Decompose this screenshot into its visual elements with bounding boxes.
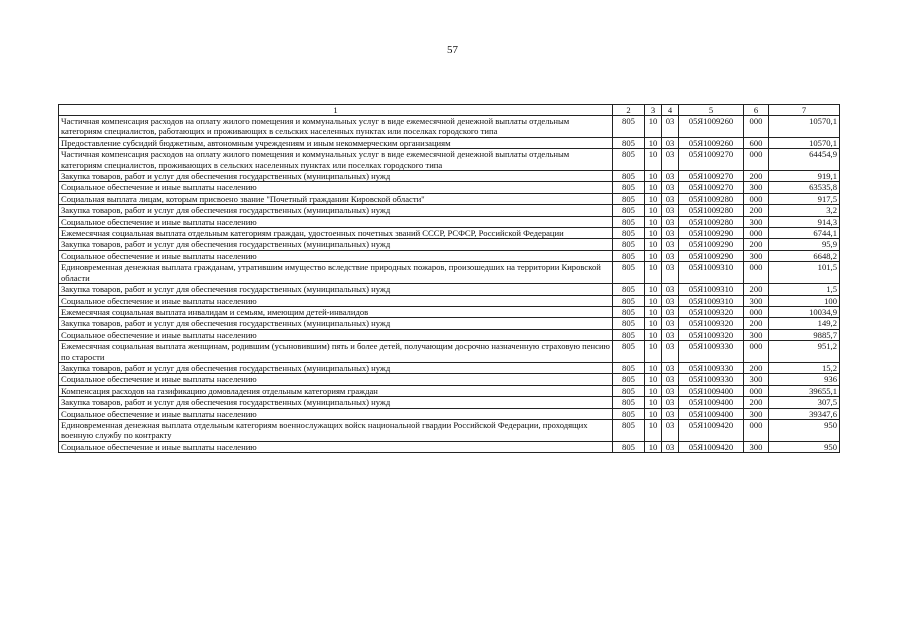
expense-name-cell: Закупка товаров, работ и услуг для обеспечения государственных (муниципальных) нужд <box>59 171 613 182</box>
section-code-cell: 10 <box>645 362 662 373</box>
column-header: 2 <box>613 105 645 116</box>
section-code-cell: 10 <box>645 341 662 363</box>
table-row <box>59 419 840 441</box>
column-header: 1 <box>59 105 613 116</box>
table-row <box>59 228 840 239</box>
subsection-code-cell: 03 <box>662 149 679 171</box>
subsection-code-cell: 03 <box>662 329 679 340</box>
expense-type-cell: 000 <box>744 419 769 441</box>
subsection-code-cell: 03 <box>662 193 679 204</box>
amount-cell: 101,5 <box>769 262 840 284</box>
section-code-cell: 10 <box>645 329 662 340</box>
table-row <box>59 329 840 340</box>
expense-name-cell: Ежемесячная социальная выплата женщинам, родившим (усыновившим) пять и более детей, получающим досрочно назначенную страховую пенсию по старости <box>59 341 613 363</box>
target-article-cell: 05Я1009310 <box>679 295 744 306</box>
expense-name-cell: Частичная компенсация расходов на оплату жилого помещения и коммунальных услуг в виде ежемесячной денежной выплаты отдельным категориям специалистов, работающих и проживающих в сельских населенных пунктах или поселках городского типа <box>59 116 613 138</box>
amount-cell: 10034,9 <box>769 306 840 317</box>
amount-cell: 100 <box>769 295 840 306</box>
amount-cell: 95,9 <box>769 239 840 250</box>
subsection-code-cell: 03 <box>662 216 679 227</box>
target-article-cell: 05Я1009270 <box>679 182 744 193</box>
expense-name-cell: Закупка товаров, работ и услуг для обеспечения государственных (муниципальных) нужд <box>59 362 613 373</box>
target-article-cell: 05Я1009270 <box>679 149 744 171</box>
expense-type-cell: 300 <box>744 295 769 306</box>
table-row <box>59 116 840 138</box>
expense-name-cell: Закупка товаров, работ и услуг для обеспечения государственных (муниципальных) нужд <box>59 318 613 329</box>
table-row <box>59 318 840 329</box>
column-header: 6 <box>744 105 769 116</box>
section-code-cell: 10 <box>645 397 662 408</box>
table-row <box>59 362 840 373</box>
target-article-cell: 05Я1009290 <box>679 228 744 239</box>
subsection-code-cell: 03 <box>662 284 679 295</box>
subsection-code-cell: 03 <box>662 116 679 138</box>
expense-type-cell: 000 <box>744 341 769 363</box>
section-code-cell: 10 <box>645 250 662 261</box>
department-code-cell: 805 <box>613 284 645 295</box>
amount-cell: 950 <box>769 441 840 452</box>
target-article-cell: 05Я1009420 <box>679 441 744 452</box>
amount-cell: 39655,1 <box>769 385 840 396</box>
table-row <box>59 408 840 419</box>
section-code-cell: 10 <box>645 228 662 239</box>
column-header: 7 <box>769 105 840 116</box>
department-code-cell: 805 <box>613 228 645 239</box>
expense-type-cell: 200 <box>744 362 769 373</box>
expense-type-cell: 300 <box>744 250 769 261</box>
target-article-cell: 05Я1009280 <box>679 205 744 216</box>
expense-type-cell: 300 <box>744 182 769 193</box>
amount-cell: 914,3 <box>769 216 840 227</box>
expense-name-cell: Закупка товаров, работ и услуг для обеспечения государственных (муниципальных) нужд <box>59 239 613 250</box>
target-article-cell: 05Я1009260 <box>679 137 744 148</box>
department-code-cell: 805 <box>613 182 645 193</box>
section-code-cell: 10 <box>645 137 662 148</box>
department-code-cell: 805 <box>613 397 645 408</box>
expense-name-cell: Социальное обеспечение и иные выплаты населению <box>59 182 613 193</box>
subsection-code-cell: 03 <box>662 318 679 329</box>
expense-type-cell: 200 <box>744 239 769 250</box>
expense-type-cell: 000 <box>744 262 769 284</box>
header-row <box>59 105 840 116</box>
subsection-code-cell: 03 <box>662 306 679 317</box>
amount-cell: 63535,8 <box>769 182 840 193</box>
expense-name-cell: Социальное обеспечение и иные выплаты населению <box>59 295 613 306</box>
department-code-cell: 805 <box>613 408 645 419</box>
section-code-cell: 10 <box>645 295 662 306</box>
section-code-cell: 10 <box>645 374 662 385</box>
department-code-cell: 805 <box>613 362 645 373</box>
table-row <box>59 137 840 148</box>
subsection-code-cell: 03 <box>662 171 679 182</box>
target-article-cell: 05Я1009420 <box>679 419 744 441</box>
expense-name-cell: Единовременная денежная выплата гражданам, утратившим имущество вследствие природных пожаров, произошедших на территории Кировской области <box>59 262 613 284</box>
subsection-code-cell: 03 <box>662 262 679 284</box>
target-article-cell: 05Я1009330 <box>679 362 744 373</box>
subsection-code-cell: 03 <box>662 374 679 385</box>
budget-table <box>58 104 840 453</box>
section-code-cell: 10 <box>645 182 662 193</box>
expense-name-cell: Компенсация расходов на газификацию домовладения отдельным категориям граждан <box>59 385 613 396</box>
amount-cell: 6744,1 <box>769 228 840 239</box>
expense-name-cell: Социальная выплата лицам, которым присвоено звание "Почетный гражданин Кировской области" <box>59 193 613 204</box>
expense-type-cell: 300 <box>744 216 769 227</box>
expense-type-cell: 000 <box>744 306 769 317</box>
department-code-cell: 805 <box>613 262 645 284</box>
amount-cell: 10570,1 <box>769 116 840 138</box>
section-code-cell: 10 <box>645 262 662 284</box>
subsection-code-cell: 03 <box>662 441 679 452</box>
section-code-cell: 10 <box>645 171 662 182</box>
table-row <box>59 306 840 317</box>
department-code-cell: 805 <box>613 171 645 182</box>
target-article-cell: 05Я1009330 <box>679 374 744 385</box>
table-row <box>59 284 840 295</box>
amount-cell: 936 <box>769 374 840 385</box>
target-article-cell: 05Я1009320 <box>679 329 744 340</box>
department-code-cell: 805 <box>613 306 645 317</box>
expense-name-cell: Социальное обеспечение и иные выплаты населению <box>59 329 613 340</box>
target-article-cell: 05Я1009280 <box>679 193 744 204</box>
target-article-cell: 05Я1009330 <box>679 341 744 363</box>
amount-cell: 39347,6 <box>769 408 840 419</box>
table-row <box>59 193 840 204</box>
amount-cell: 951,2 <box>769 341 840 363</box>
target-article-cell: 05Я1009400 <box>679 397 744 408</box>
department-code-cell: 805 <box>613 385 645 396</box>
expense-type-cell: 200 <box>744 397 769 408</box>
amount-cell: 919,1 <box>769 171 840 182</box>
subsection-code-cell: 03 <box>662 362 679 373</box>
table-row <box>59 397 840 408</box>
expense-type-cell: 000 <box>744 149 769 171</box>
department-code-cell: 805 <box>613 295 645 306</box>
table-row <box>59 171 840 182</box>
expense-type-cell: 000 <box>744 385 769 396</box>
subsection-code-cell: 03 <box>662 239 679 250</box>
subsection-code-cell: 03 <box>662 385 679 396</box>
table-row <box>59 250 840 261</box>
expense-type-cell: 300 <box>744 329 769 340</box>
target-article-cell: 05Я1009320 <box>679 318 744 329</box>
target-article-cell: 05Я1009400 <box>679 408 744 419</box>
section-code-cell: 10 <box>645 318 662 329</box>
department-code-cell: 805 <box>613 116 645 138</box>
table-row <box>59 374 840 385</box>
target-article-cell: 05Я1009400 <box>679 385 744 396</box>
expense-type-cell: 200 <box>744 284 769 295</box>
amount-cell: 9885,7 <box>769 329 840 340</box>
subsection-code-cell: 03 <box>662 341 679 363</box>
department-code-cell: 805 <box>613 137 645 148</box>
subsection-code-cell: 03 <box>662 182 679 193</box>
target-article-cell: 05Я1009290 <box>679 250 744 261</box>
section-code-cell: 10 <box>645 408 662 419</box>
table-row <box>59 239 840 250</box>
column-header: 4 <box>662 105 679 116</box>
department-code-cell: 805 <box>613 374 645 385</box>
amount-cell: 3,2 <box>769 205 840 216</box>
amount-cell: 917,5 <box>769 193 840 204</box>
expense-name-cell: Закупка товаров, работ и услуг для обеспечения государственных (муниципальных) нужд <box>59 205 613 216</box>
section-code-cell: 10 <box>645 116 662 138</box>
table-row <box>59 295 840 306</box>
subsection-code-cell: 03 <box>662 295 679 306</box>
section-code-cell: 10 <box>645 216 662 227</box>
subsection-code-cell: 03 <box>662 419 679 441</box>
expense-name-cell: Закупка товаров, работ и услуг для обеспечения государственных (муниципальных) нужд <box>59 284 613 295</box>
department-code-cell: 805 <box>613 239 645 250</box>
section-code-cell: 10 <box>645 193 662 204</box>
expense-type-cell: 200 <box>744 171 769 182</box>
table-row <box>59 262 840 284</box>
target-article-cell: 05Я1009310 <box>679 262 744 284</box>
amount-cell: 950 <box>769 419 840 441</box>
page-number: 57 <box>447 44 458 56</box>
department-code-cell: 805 <box>613 149 645 171</box>
table-row <box>59 385 840 396</box>
target-article-cell: 05Я1009260 <box>679 116 744 138</box>
amount-cell: 149,2 <box>769 318 840 329</box>
expense-type-cell: 300 <box>744 374 769 385</box>
section-code-cell: 10 <box>645 284 662 295</box>
expense-type-cell: 000 <box>744 228 769 239</box>
expense-name-cell: Социальное обеспечение и иные выплаты населению <box>59 250 613 261</box>
department-code-cell: 805 <box>613 193 645 204</box>
amount-cell: 64454,9 <box>769 149 840 171</box>
table-row <box>59 341 840 363</box>
section-code-cell: 10 <box>645 441 662 452</box>
amount-cell: 10570,1 <box>769 137 840 148</box>
column-header: 5 <box>679 105 744 116</box>
section-code-cell: 10 <box>645 306 662 317</box>
section-code-cell: 10 <box>645 239 662 250</box>
expense-name-cell: Социальное обеспечение и иные выплаты населению <box>59 408 613 419</box>
target-article-cell: 05Я1009280 <box>679 216 744 227</box>
amount-cell: 1,5 <box>769 284 840 295</box>
amount-cell: 15,2 <box>769 362 840 373</box>
department-code-cell: 805 <box>613 318 645 329</box>
department-code-cell: 805 <box>613 341 645 363</box>
subsection-code-cell: 03 <box>662 397 679 408</box>
section-code-cell: 10 <box>645 149 662 171</box>
subsection-code-cell: 03 <box>662 250 679 261</box>
column-header: 3 <box>645 105 662 116</box>
department-code-cell: 805 <box>613 250 645 261</box>
amount-cell: 307,5 <box>769 397 840 408</box>
table-row <box>59 441 840 452</box>
expense-name-cell: Единовременная денежная выплата отдельным категориям военнослужащих войск национальной гвардии Российской Федерации, проходящих военную службу по контракту <box>59 419 613 441</box>
department-code-cell: 805 <box>613 419 645 441</box>
expense-type-cell: 200 <box>744 318 769 329</box>
target-article-cell: 05Я1009290 <box>679 239 744 250</box>
amount-cell: 6648,2 <box>769 250 840 261</box>
subsection-code-cell: 03 <box>662 408 679 419</box>
target-article-cell: 05Я1009270 <box>679 171 744 182</box>
expense-type-cell: 300 <box>744 408 769 419</box>
section-code-cell: 10 <box>645 205 662 216</box>
expense-name-cell: Предоставление субсидий бюджетным, автономным учреждениям и иным некоммерческим организациям <box>59 137 613 148</box>
expense-type-cell: 000 <box>744 116 769 138</box>
target-article-cell: 05Я1009320 <box>679 306 744 317</box>
section-code-cell: 10 <box>645 419 662 441</box>
subsection-code-cell: 03 <box>662 205 679 216</box>
expense-type-cell: 300 <box>744 441 769 452</box>
expense-name-cell: Ежемесячная социальная выплата отдельным категориям граждан, удостоенных почетных званий СССР, РСФСР, Российской Федерации <box>59 228 613 239</box>
table-row <box>59 216 840 227</box>
table-row <box>59 149 840 171</box>
expense-name-cell: Социальное обеспечение и иные выплаты населению <box>59 374 613 385</box>
expense-name-cell: Социальное обеспечение и иные выплаты населению <box>59 216 613 227</box>
table-body <box>59 116 840 453</box>
subsection-code-cell: 03 <box>662 228 679 239</box>
expense-type-cell: 600 <box>744 137 769 148</box>
subsection-code-cell: 03 <box>662 137 679 148</box>
expense-name-cell: Социальное обеспечение и иные выплаты населению <box>59 441 613 452</box>
table-row <box>59 182 840 193</box>
expense-name-cell: Частичная компенсация расходов на оплату жилого помещения и коммунальных услуг в виде ежемесячной денежной выплаты отдельным категориям специалистов, проживающих в сельских населенных пунктах или поселках городского типа <box>59 149 613 171</box>
department-code-cell: 805 <box>613 329 645 340</box>
department-code-cell: 805 <box>613 441 645 452</box>
target-article-cell: 05Я1009310 <box>679 284 744 295</box>
department-code-cell: 805 <box>613 205 645 216</box>
department-code-cell: 805 <box>613 216 645 227</box>
table-row <box>59 205 840 216</box>
section-code-cell: 10 <box>645 385 662 396</box>
expense-name-cell: Закупка товаров, работ и услуг для обеспечения государственных (муниципальных) нужд <box>59 397 613 408</box>
expense-type-cell: 000 <box>744 193 769 204</box>
expense-type-cell: 200 <box>744 205 769 216</box>
expense-name-cell: Ежемесячная социальная выплата инвалидам и семьям, имеющим детей-инвалидов <box>59 306 613 317</box>
